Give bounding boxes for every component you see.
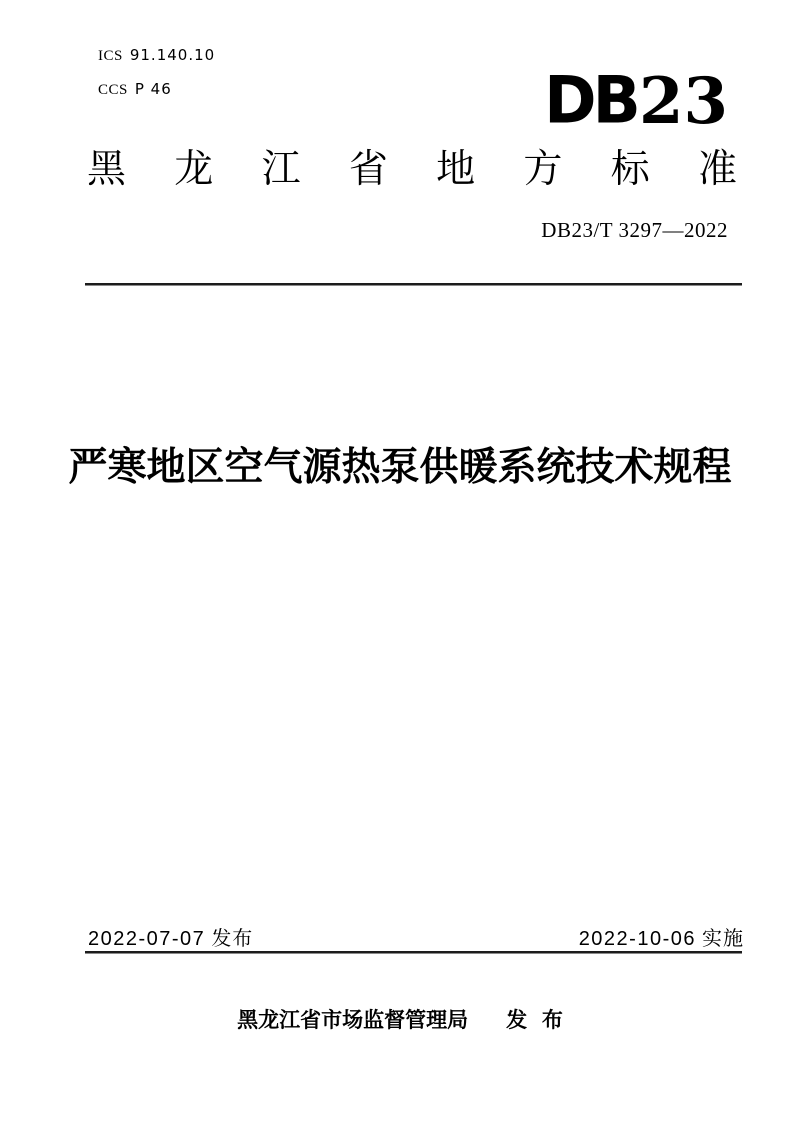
implement-date-label: 实施 — [702, 928, 744, 950]
standard-type-char: 江 — [261, 148, 301, 191]
implement-date: 2022-10-06 — [578, 928, 696, 950]
standard-type-char: 准 — [697, 148, 737, 191]
standard-type-char: 地 — [436, 148, 476, 191]
header-divider-rule — [85, 283, 742, 286]
standard-type-char: 标 — [610, 148, 650, 191]
standard-type-char: 方 — [523, 148, 563, 191]
standard-type-char: 龙 — [174, 148, 214, 191]
footer-divider-rule — [85, 951, 742, 954]
dates-row — [88, 922, 744, 951]
db23-logo-db: DB — [544, 61, 637, 139]
standard-type-row — [87, 149, 737, 192]
issue-date-label: 发布 — [211, 928, 254, 950]
implement-date-group — [579, 922, 744, 951]
db23-logo — [544, 61, 728, 139]
ics-code-line — [98, 46, 215, 65]
ccs-label: CCS — [98, 82, 128, 98]
ccs-value: P 46 — [134, 80, 172, 98]
db23-logo-23: 23 — [638, 64, 728, 139]
standard-type-char: 省 — [348, 148, 388, 191]
standard-number: DB23/T 3297—2022 — [541, 218, 728, 242]
standard-type-char: 黑 — [87, 148, 127, 191]
publisher-name: 黑龙江省市场监督管理局 — [237, 1009, 469, 1032]
document-title: 严寒地区空气源热泵供暖系统技术规程 — [68, 446, 732, 489]
ccs-code-line — [98, 80, 172, 99]
issue-date: 2022-07-07 — [88, 928, 206, 950]
ics-value: 91.140.10 — [129, 46, 216, 64]
issue-date-group — [88, 922, 253, 951]
ics-label: ICS — [98, 48, 123, 64]
publisher-row — [0, 1004, 800, 1034]
publish-action-label: 发 布 — [506, 1009, 563, 1032]
